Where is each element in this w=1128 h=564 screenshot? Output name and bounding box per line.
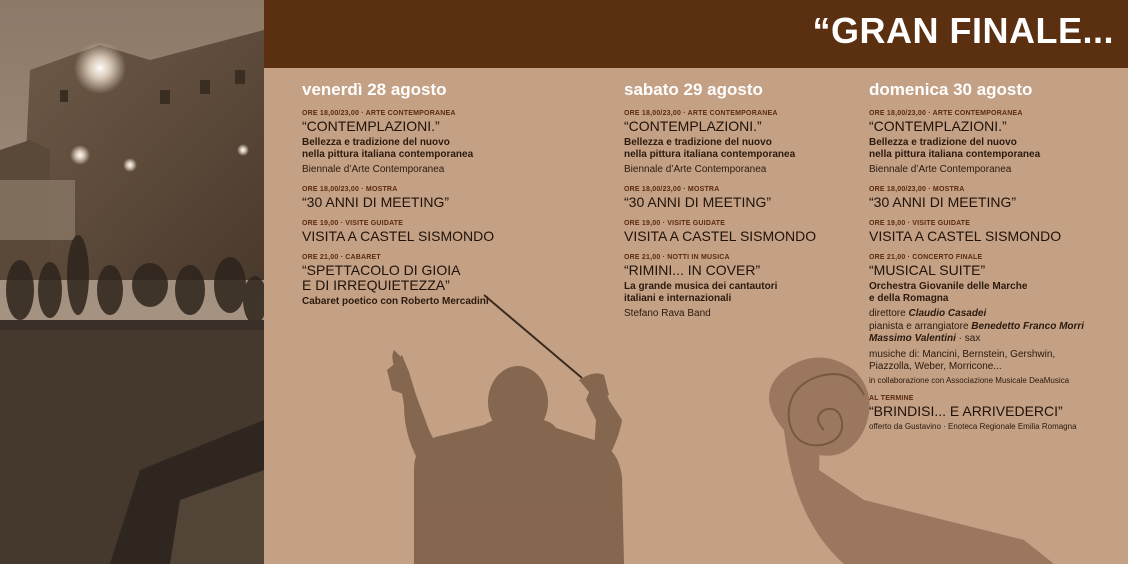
event-subtitle: Cabaret poetico con Roberto Mercadini <box>302 296 489 307</box>
event-note: Stefano Rava Band <box>624 308 711 319</box>
event-title: “MUSICAL SUITE” <box>869 262 986 278</box>
event-subtitle: Bellezza e tradizione del nuovo nella pittura italiana contemporanea <box>624 137 796 160</box>
event-meta: AL TERMINE <box>869 394 914 402</box>
event-title: “CONTEMPLAZIONI.” <box>302 118 440 134</box>
page-title: “GRAN FINALE... <box>812 10 1114 51</box>
event-item <box>869 220 1119 244</box>
event-sponsor: offerto da Gustavino · Enoteca Regionale Emilia Romagna <box>869 421 1077 431</box>
event-title: VISITA A CASTEL SISMONDO <box>624 228 817 244</box>
event-item <box>624 110 864 176</box>
pianist-name: Benedetto Franco Morri <box>971 320 1085 332</box>
castle-concert-photo <box>0 0 264 564</box>
event-title: “BRINDISI... E ARRIVEDERCI” <box>869 402 1063 419</box>
day-heading: sabato 29 agosto <box>624 80 763 99</box>
event-subtitle: Orchestra Giovanile delle Marche e della Romagna <box>869 281 1028 304</box>
event-meta: ORE 19,00 · VISITE GUIDATE <box>624 220 726 227</box>
event-item <box>302 254 542 308</box>
event-item <box>302 220 542 244</box>
event-meta: ORE 18,00/23,00 · ARTE CONTEMPORANEA <box>869 110 1023 117</box>
event-item <box>624 220 864 244</box>
event-item <box>624 186 864 210</box>
sax-name: Massimo Valentini <box>869 333 956 344</box>
event-title: “30 ANNI DI MEETING” <box>869 194 1017 210</box>
event-title: “RIMINI... IN COVER” <box>624 262 761 278</box>
event-meta: ORE 18,00/23,00 · ARTE CONTEMPORANEA <box>624 110 778 117</box>
event-item <box>302 186 542 210</box>
event-meta: ORE 21,00 · CABARET <box>302 254 381 261</box>
event-meta: ORE 19,00 · VISITE GUIDATE <box>869 220 971 227</box>
collaboration-note: in collaborazione con Associazione Musicale DeaMusica <box>869 375 1070 385</box>
day-column-saturday <box>624 80 864 330</box>
sax-label: · sax <box>955 333 981 344</box>
director-label: direttore <box>869 308 906 319</box>
pianist-label: pianista e arrangiatore <box>869 320 969 332</box>
day-column-sunday <box>869 80 1119 441</box>
event-title: “CONTEMPLAZIONI.” <box>624 118 762 134</box>
event-item <box>869 186 1119 210</box>
event-meta: ORE 21,00 · CONCERTO FINALE <box>869 254 983 261</box>
director-line <box>869 308 1119 321</box>
event-note: Biennale d’Arte Contemporanea <box>624 164 767 175</box>
program-panel <box>264 0 1128 564</box>
event-note: Biennale d’Arte Contemporanea <box>302 164 445 175</box>
event-title: VISITA A CASTEL SISMONDO <box>302 228 495 244</box>
event-meta: ORE 18,00/23,00 · MOSTRA <box>624 186 720 193</box>
event-title: “SPETTACOLO DI GIOIA E DI IRREQUIETEZZA” <box>302 262 461 293</box>
music-list: musiche di: Mancini, Bernstein, Gershwin, Piazzolla, Weber, Morricone... <box>869 348 1056 372</box>
event-meta: ORE 19,00 · VISITE GUIDATE <box>302 220 404 227</box>
day-heading: venerdì 28 agosto <box>302 80 447 99</box>
event-item <box>302 110 542 176</box>
event-subtitle: La grande musica dei cantautori italiani e internazionali <box>624 281 778 304</box>
event-meta: ORE 18,00/23,00 · MOSTRA <box>869 186 965 193</box>
event-title: “30 ANNI DI MEETING” <box>302 194 450 210</box>
event-item <box>869 110 1119 176</box>
event-title: VISITA A CASTEL SISMONDO <box>869 228 1062 244</box>
event-subtitle: Bellezza e tradizione del nuovo nella pittura italiana contemporanea <box>302 137 474 160</box>
event-meta: ORE 18,00/23,00 · ARTE CONTEMPORANEA <box>302 110 456 117</box>
sax-line <box>869 333 1119 346</box>
pianist-line <box>869 321 1119 334</box>
event-title: “30 ANNI DI MEETING” <box>624 194 772 210</box>
event-note: Biennale d’Arte Contemporanea <box>869 164 1012 175</box>
event-subtitle: Bellezza e tradizione del nuovo nella pittura italiana contemporanea <box>869 137 1041 160</box>
event-meta: ORE 18,00/23,00 · MOSTRA <box>302 186 398 193</box>
day-column-friday <box>302 80 542 318</box>
closing-event <box>869 395 1119 431</box>
event-item <box>624 254 864 320</box>
event-meta: ORE 21,00 · NOTTI IN MUSICA <box>624 254 730 261</box>
event-title: “CONTEMPLAZIONI.” <box>869 118 1007 134</box>
day-heading: domenica 30 agosto <box>869 80 1033 99</box>
finale-event <box>869 254 1119 385</box>
castle-concert-photo-icon <box>0 0 264 564</box>
director-name: Claudio Casadei <box>908 308 987 319</box>
